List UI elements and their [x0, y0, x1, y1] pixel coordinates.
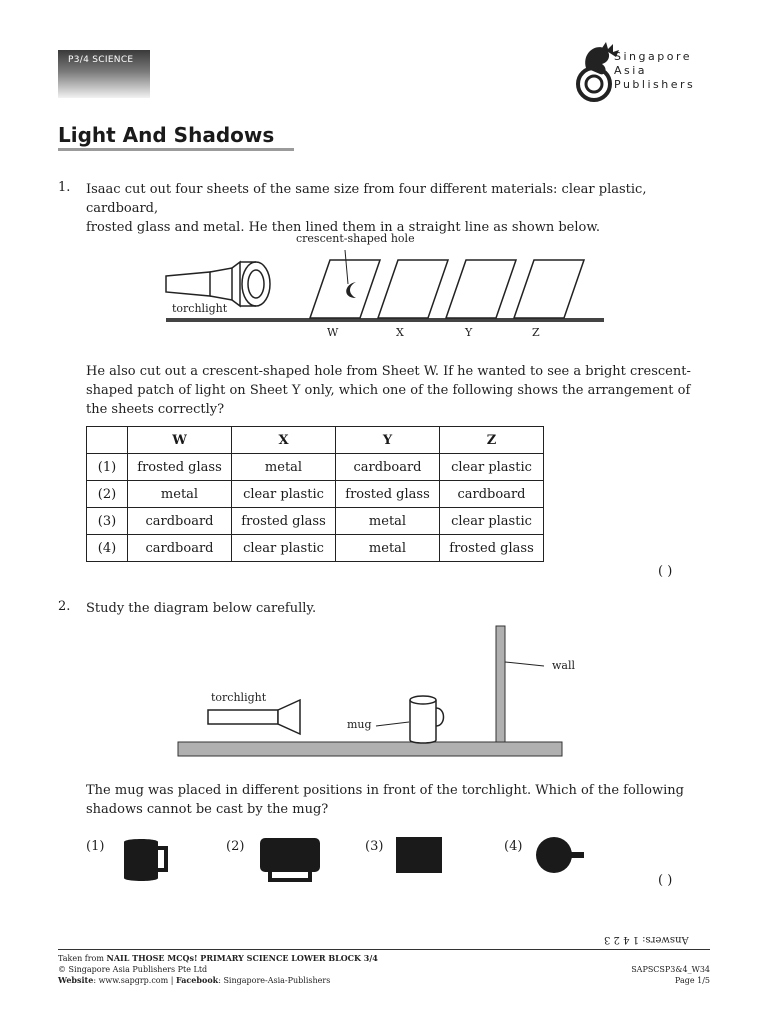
footer-facebook-link[interactable]: : Singapore-Asia-Publishers — [218, 976, 331, 985]
subject-tag — [58, 50, 150, 98]
table-cell: cardboard — [440, 481, 544, 508]
crescent-hole-label: crescent-shaped hole — [296, 232, 415, 245]
q2-answer-blank[interactable]: ( ) — [658, 873, 673, 888]
sheet-w — [310, 260, 380, 318]
publisher-line-2: Asia — [614, 64, 648, 77]
option-2-label: (2) — [226, 839, 245, 854]
footer-source-line — [58, 953, 378, 964]
option-1-label: (1) — [86, 839, 105, 854]
table-row — [87, 508, 544, 535]
q2-followup-line: The mug was placed in different positions in front of the torchlight. Which of the following — [86, 783, 684, 798]
q1-followup-line: the sheets correctly? — [86, 402, 225, 417]
q2-number: 2. — [58, 599, 71, 614]
table-header-cell: X — [232, 427, 336, 454]
publisher-line-3: Publishers — [614, 78, 696, 91]
q2-followup-line: shadows cannot be cast by the mug? — [86, 802, 329, 817]
q2-text: Study the diagram below carefully. — [86, 601, 317, 616]
table-cell: metal — [128, 481, 232, 508]
footer-links: Website: www.sapgrp.com | Facebook: Singapore-Asia-Publishers — [58, 975, 331, 985]
torchlight-icon — [166, 262, 270, 306]
publisher-name — [614, 50, 695, 92]
shadow-option-3-icon — [394, 834, 444, 876]
crescent-hole-icon — [346, 282, 356, 298]
table-cell: clear plastic — [232, 481, 336, 508]
table-cell: cardboard — [128, 508, 232, 535]
table-header-cell: Y — [336, 427, 440, 454]
q1-followup-line: He also cut out a crescent-shaped hole from Sheet W. If he wanted to see a bright crescent- — [86, 364, 691, 379]
shadow-option-2-icon — [256, 834, 324, 884]
q1-torchlight-label: torchlight — [172, 302, 228, 315]
table-cell: metal — [336, 535, 440, 562]
table-base — [178, 742, 562, 756]
publisher-line-1: Singapore — [614, 50, 692, 63]
q1-followup-text — [86, 362, 716, 419]
q1-text-line: frosted glass and metal. He then lined them in a straight line as shown below. — [86, 220, 601, 235]
table-header-row — [87, 427, 544, 454]
table-row — [87, 481, 544, 508]
table-cell: metal — [232, 454, 336, 481]
page-number: Page 1/5 — [674, 976, 710, 985]
table-cell: (1) — [87, 454, 128, 481]
table-header-cell — [87, 427, 128, 454]
sheet-label-z: Z — [532, 326, 540, 339]
sheet-label-x: X — [396, 326, 404, 339]
footer-source-prefix: Taken from — [58, 954, 104, 963]
footer-code: SAPSCSP3&4_W34 — [631, 965, 710, 974]
wall-label: wall — [552, 659, 576, 672]
page-title: Light And Shadows — [58, 123, 275, 147]
table-cell: frosted glass — [336, 481, 440, 508]
subject-tag-text: P3/4 SCIENCE — [68, 55, 134, 65]
sheet-x — [378, 260, 448, 318]
footer-website-link[interactable]: : www.sapgrp.com — [93, 976, 169, 985]
table-cell: clear plastic — [440, 508, 544, 535]
shadow-option-4-icon — [532, 834, 588, 878]
sheet-y — [446, 260, 516, 318]
title-underline — [58, 148, 294, 151]
footer-book-title: NAIL THOSE MCQs! PRIMARY SCIENCE LOWER BLOCK 3/4 — [106, 953, 378, 963]
wall-pointer — [505, 662, 544, 666]
table-cell: (4) — [87, 535, 128, 562]
table-row — [87, 454, 544, 481]
table-cell: frosted glass — [128, 454, 232, 481]
table-cell: (2) — [87, 481, 128, 508]
mug-pointer — [376, 722, 409, 726]
footer-left — [58, 953, 378, 986]
table-row — [87, 535, 544, 562]
q1-answer-blank[interactable]: ( ) — [658, 564, 673, 579]
footer-facebook-label: Facebook — [176, 975, 219, 985]
q2-torchlight-label: torchlight — [211, 691, 267, 704]
table-cell: clear plastic — [440, 454, 544, 481]
torchlight-icon — [208, 700, 300, 734]
table-header-cell: W — [128, 427, 232, 454]
sheets-table — [86, 426, 544, 562]
q1-followup-line: shaped patch of light on Sheet Y only, which one of the following shows the arrangement of — [86, 383, 691, 398]
q1-number: 1. — [58, 180, 71, 195]
footer-rule — [58, 949, 710, 950]
sheet-z — [514, 260, 584, 318]
footer-right — [631, 964, 710, 986]
footer-website-label: Website — [58, 975, 94, 985]
hole-pointer — [345, 250, 348, 284]
table-cell: clear plastic — [232, 535, 336, 562]
footer-copyright: © Singapore Asia Publishers Pte Ltd — [58, 965, 208, 974]
q1-diagram — [160, 228, 620, 348]
table-cell: metal — [336, 508, 440, 535]
q1-text-line: Isaac cut out four sheets of the same size from four different materials: clear plastic, cardboard, — [86, 182, 647, 216]
table-cell: cardboard — [336, 454, 440, 481]
option-3-label: (3) — [365, 839, 384, 854]
table-cell: cardboard — [128, 535, 232, 562]
table-cell: frosted glass — [440, 535, 544, 562]
upside-down-answers: Answers: 1 4 2 3 — [604, 934, 689, 945]
sheet-label-y: Y — [465, 326, 473, 339]
wall — [496, 626, 505, 742]
table-header-cell: Z — [440, 427, 544, 454]
table-cell: (3) — [87, 508, 128, 535]
mug-icon — [410, 696, 444, 743]
table-cell: frosted glass — [232, 508, 336, 535]
q2-followup-text — [86, 781, 716, 819]
sheet-label-w: W — [327, 326, 339, 339]
mug-label: mug — [347, 718, 372, 731]
option-4-label: (4) — [504, 839, 523, 854]
shadow-option-1-icon — [120, 834, 172, 884]
